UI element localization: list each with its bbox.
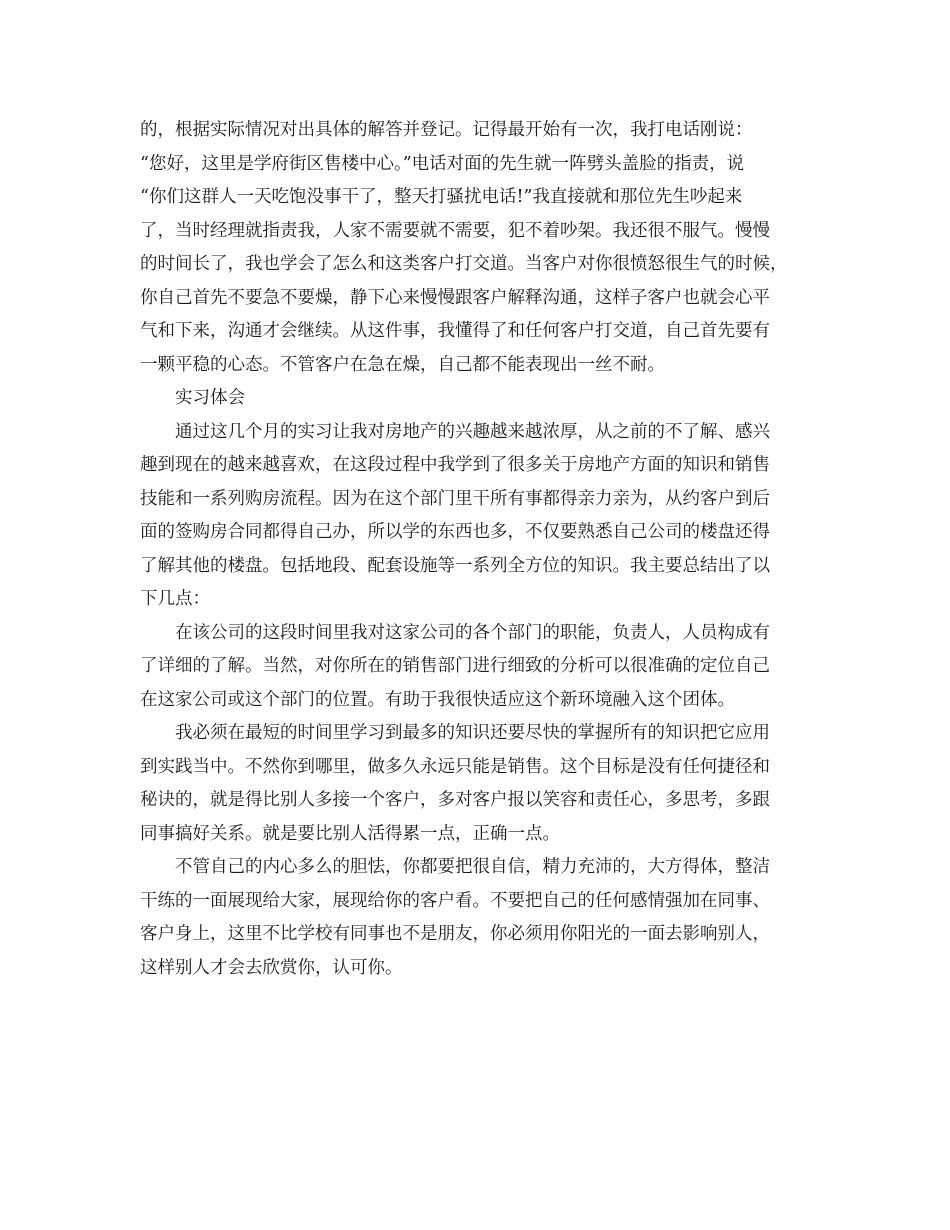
text-line: 客户身上，这里不比学校有同事也不是朋友，你必须用你阳光的一面去影响别人， <box>140 924 770 944</box>
text-line: 技能和一系列购房流程。因为在这个部门里干所有事都得亲力亲为，从约客户到后 <box>140 488 770 509</box>
text-line: 干练的一面展现给大家，展现给你的客户看。不要把自己的任何感情强加在同事、 <box>140 890 770 911</box>
section-heading: 实习体会 <box>175 388 245 408</box>
text-line: 了解其他的楼盘。包括地段、配套设施等一系列全方位的知识。我主要总结出了以 <box>140 555 770 576</box>
text-line: “您好，这里是学府街区售楼中心。”电话对面的先生就一阵劈头盖脸的指责，说 <box>140 153 745 174</box>
text-line: 在这家公司或这个部门的位置。有助于我很快适应这个新环境融入这个团体。 <box>140 689 735 710</box>
text-line: 了，当时经理就指责我，人家不需要就不需要，犯不着吵架。我还很不服气。慢慢 <box>140 220 770 241</box>
text-line: 同事搞好关系。就是要比别人活得累一点，正确一点。 <box>140 823 560 844</box>
text-line: 面的签购房合同都得自己办，所以学的东西也多，不仅要熟悉自己公司的楼盘还得 <box>140 522 770 542</box>
text-line: 你自己首先不要急不要燥，静下心来慢慢跟客户解释沟通，这样子客户也就会心平 <box>140 287 770 308</box>
text-line: 气和下来，沟通才会继续。从这件事，我懂得了和任何客户打交道，自己首先要有 <box>140 321 770 341</box>
text-line: 的，根据实际情况对出具体的解答并登记。记得最开始有一次，我打电话刚说： <box>140 120 753 140</box>
text-line: “你们这群人一天吃饱没事干了，整天打骚扰电话!”我直接就和那位先生吵起来 <box>140 187 743 207</box>
text-line: 的时间长了，我也学会了怎么和这类客户打交道。当客户对你很愤怒很生气的时候， <box>140 254 788 274</box>
text-line: 这样别人才会去欣赏你，认可你。 <box>140 957 403 978</box>
document-body <box>140 114 820 985</box>
paragraph-first-line: 通过这几个月的实习让我对房地产的兴趣越来越浓厚，从之前的不了解、感兴 <box>175 421 770 442</box>
paragraph-first-line: 在该公司的这段时间里我对这家公司的各个部门的职能，负责人，人员构成有 <box>175 622 770 643</box>
text-line: 趣到现在的越来越喜欢，在这段过程中我学到了很多关于房地产方面的知识和销售 <box>140 455 770 475</box>
paragraph-first-line: 我必须在最短的时间里学习到最多的知识还要尽快的掌握所有的知识把它应用 <box>175 723 770 743</box>
text-line: 下几点： <box>140 589 210 609</box>
text-line: 秘诀的，就是得比别人多接一个客户，多对客户报以笑容和责任心，多思考，多跟 <box>140 790 770 810</box>
text-line: 到实践当中。不然你到哪里，做多久永远只能是销售。这个目标是没有任何捷径和 <box>140 756 770 777</box>
text-line: 一颗平稳的心态。不管客户在急在燥，自己都不能表现出一丝不耐。 <box>140 354 665 375</box>
text-line: 了详细的了解。当然，对你所在的销售部门进行细致的分析可以很准确的定位自己 <box>140 656 770 676</box>
paragraph-first-line: 不管自己的内心多么的胆怯，你都要把很自信，精力充沛的，大方得体，整洁 <box>175 857 770 877</box>
